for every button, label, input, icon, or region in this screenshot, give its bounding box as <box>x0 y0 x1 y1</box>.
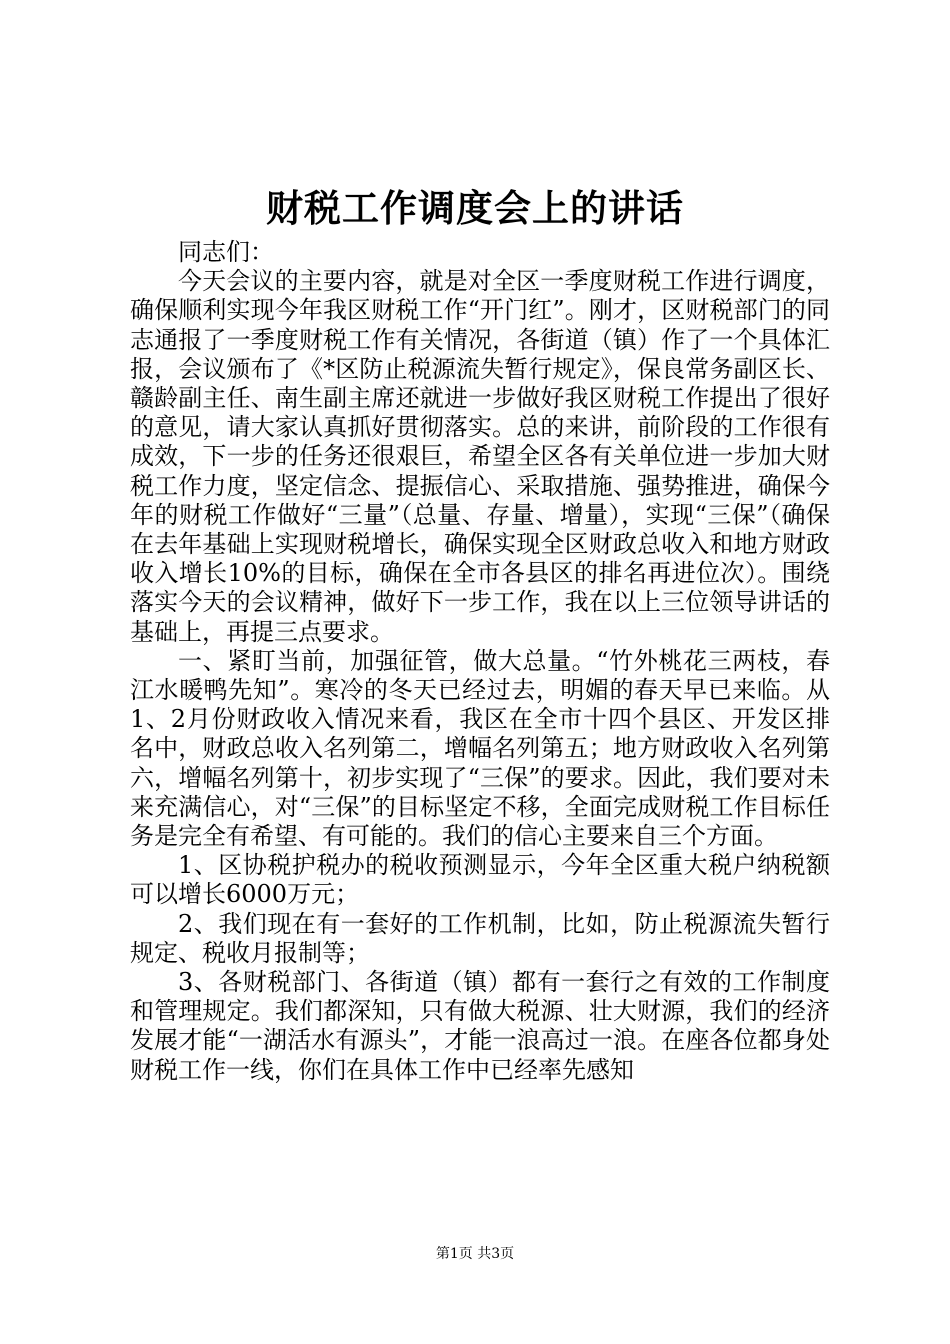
paragraph-section-1: 一、紧盯当前，加强征管，做大总量。“竹外桃花三两枝，春江水暖鸭先知”。寒冷的冬天已经过去，明媚的春天早已来临。从1、2月份财政收入情况来看，我区在全市十四个县区、开发区排名中，财政总收入名列第二，增幅名列第五；地方财政收入名列第六，增幅名列第十，初步实现了“三保”的要求。因此，我们要对未来充满信心，对“三保”的目标坚定不移，全面完成财税工作目标任务是完全有希望、有可能的。我们的信心主要来自三个方面。 <box>130 646 830 851</box>
page-footer: 第1页 共3页 <box>435 1246 515 1262</box>
salutation: 同志们： <box>178 238 274 266</box>
paragraph-item-1: 1、区协税护税办的税收预测显示，今年全区重大税户纳税额可以增长6000万元； <box>130 851 830 909</box>
document-title: 财税工作调度会上的讲话 <box>266 186 684 230</box>
paragraph-item-3: 3、各财税部门、各街道（镇）都有一套行之有效的工作制度和管理规定。我们都深知，只有做大税源、壮大财源，我们的经济发展才能“一湖活水有源头”，才能一浪高过一浪。在座各位都身处财税工作一线，你们在具体工作中已经率先感知 <box>130 968 830 1084</box>
paragraph-item-2: 2、我们现在有一套好的工作机制，比如，防止税源流失暂行规定、税收月报制等； <box>130 909 830 967</box>
paragraph-intro: 今天会议的主要内容，就是对全区一季度财税工作进行调度，确保顺利实现今年我区财税工作“开门红”。刚才，区财税部门的同志通报了一季度财税工作有关情况，各街道（镇）作了一个具体汇报，会议颁布了《*区防止税源流失暂行规定》，保良常务副区长、赣龄副主任、南生副主席还就进一步做好我区财税工作提出了很好的意见，请大家认真抓好贯彻落实。总的来讲，前阶段的工作很有成效，下一步的任务还很艰巨，希望全区各有关单位进一步加大财税工作力度，坚定信念、提振信心、采取措施、强势推进，确保今年的财税工作做好“三量”（总量、存量、增量），实现“三保”（确保在去年基础上实现财税增长，确保实现全区财政总收入和地方财政收入增长10%的目标，确保在全市各县区的排名再进位次）。围绕落实今天的会议精神，做好下一步工作，我在以上三位领导讲话的基础上，再提三点要求。 <box>130 267 830 646</box>
document-body <box>130 238 830 1085</box>
